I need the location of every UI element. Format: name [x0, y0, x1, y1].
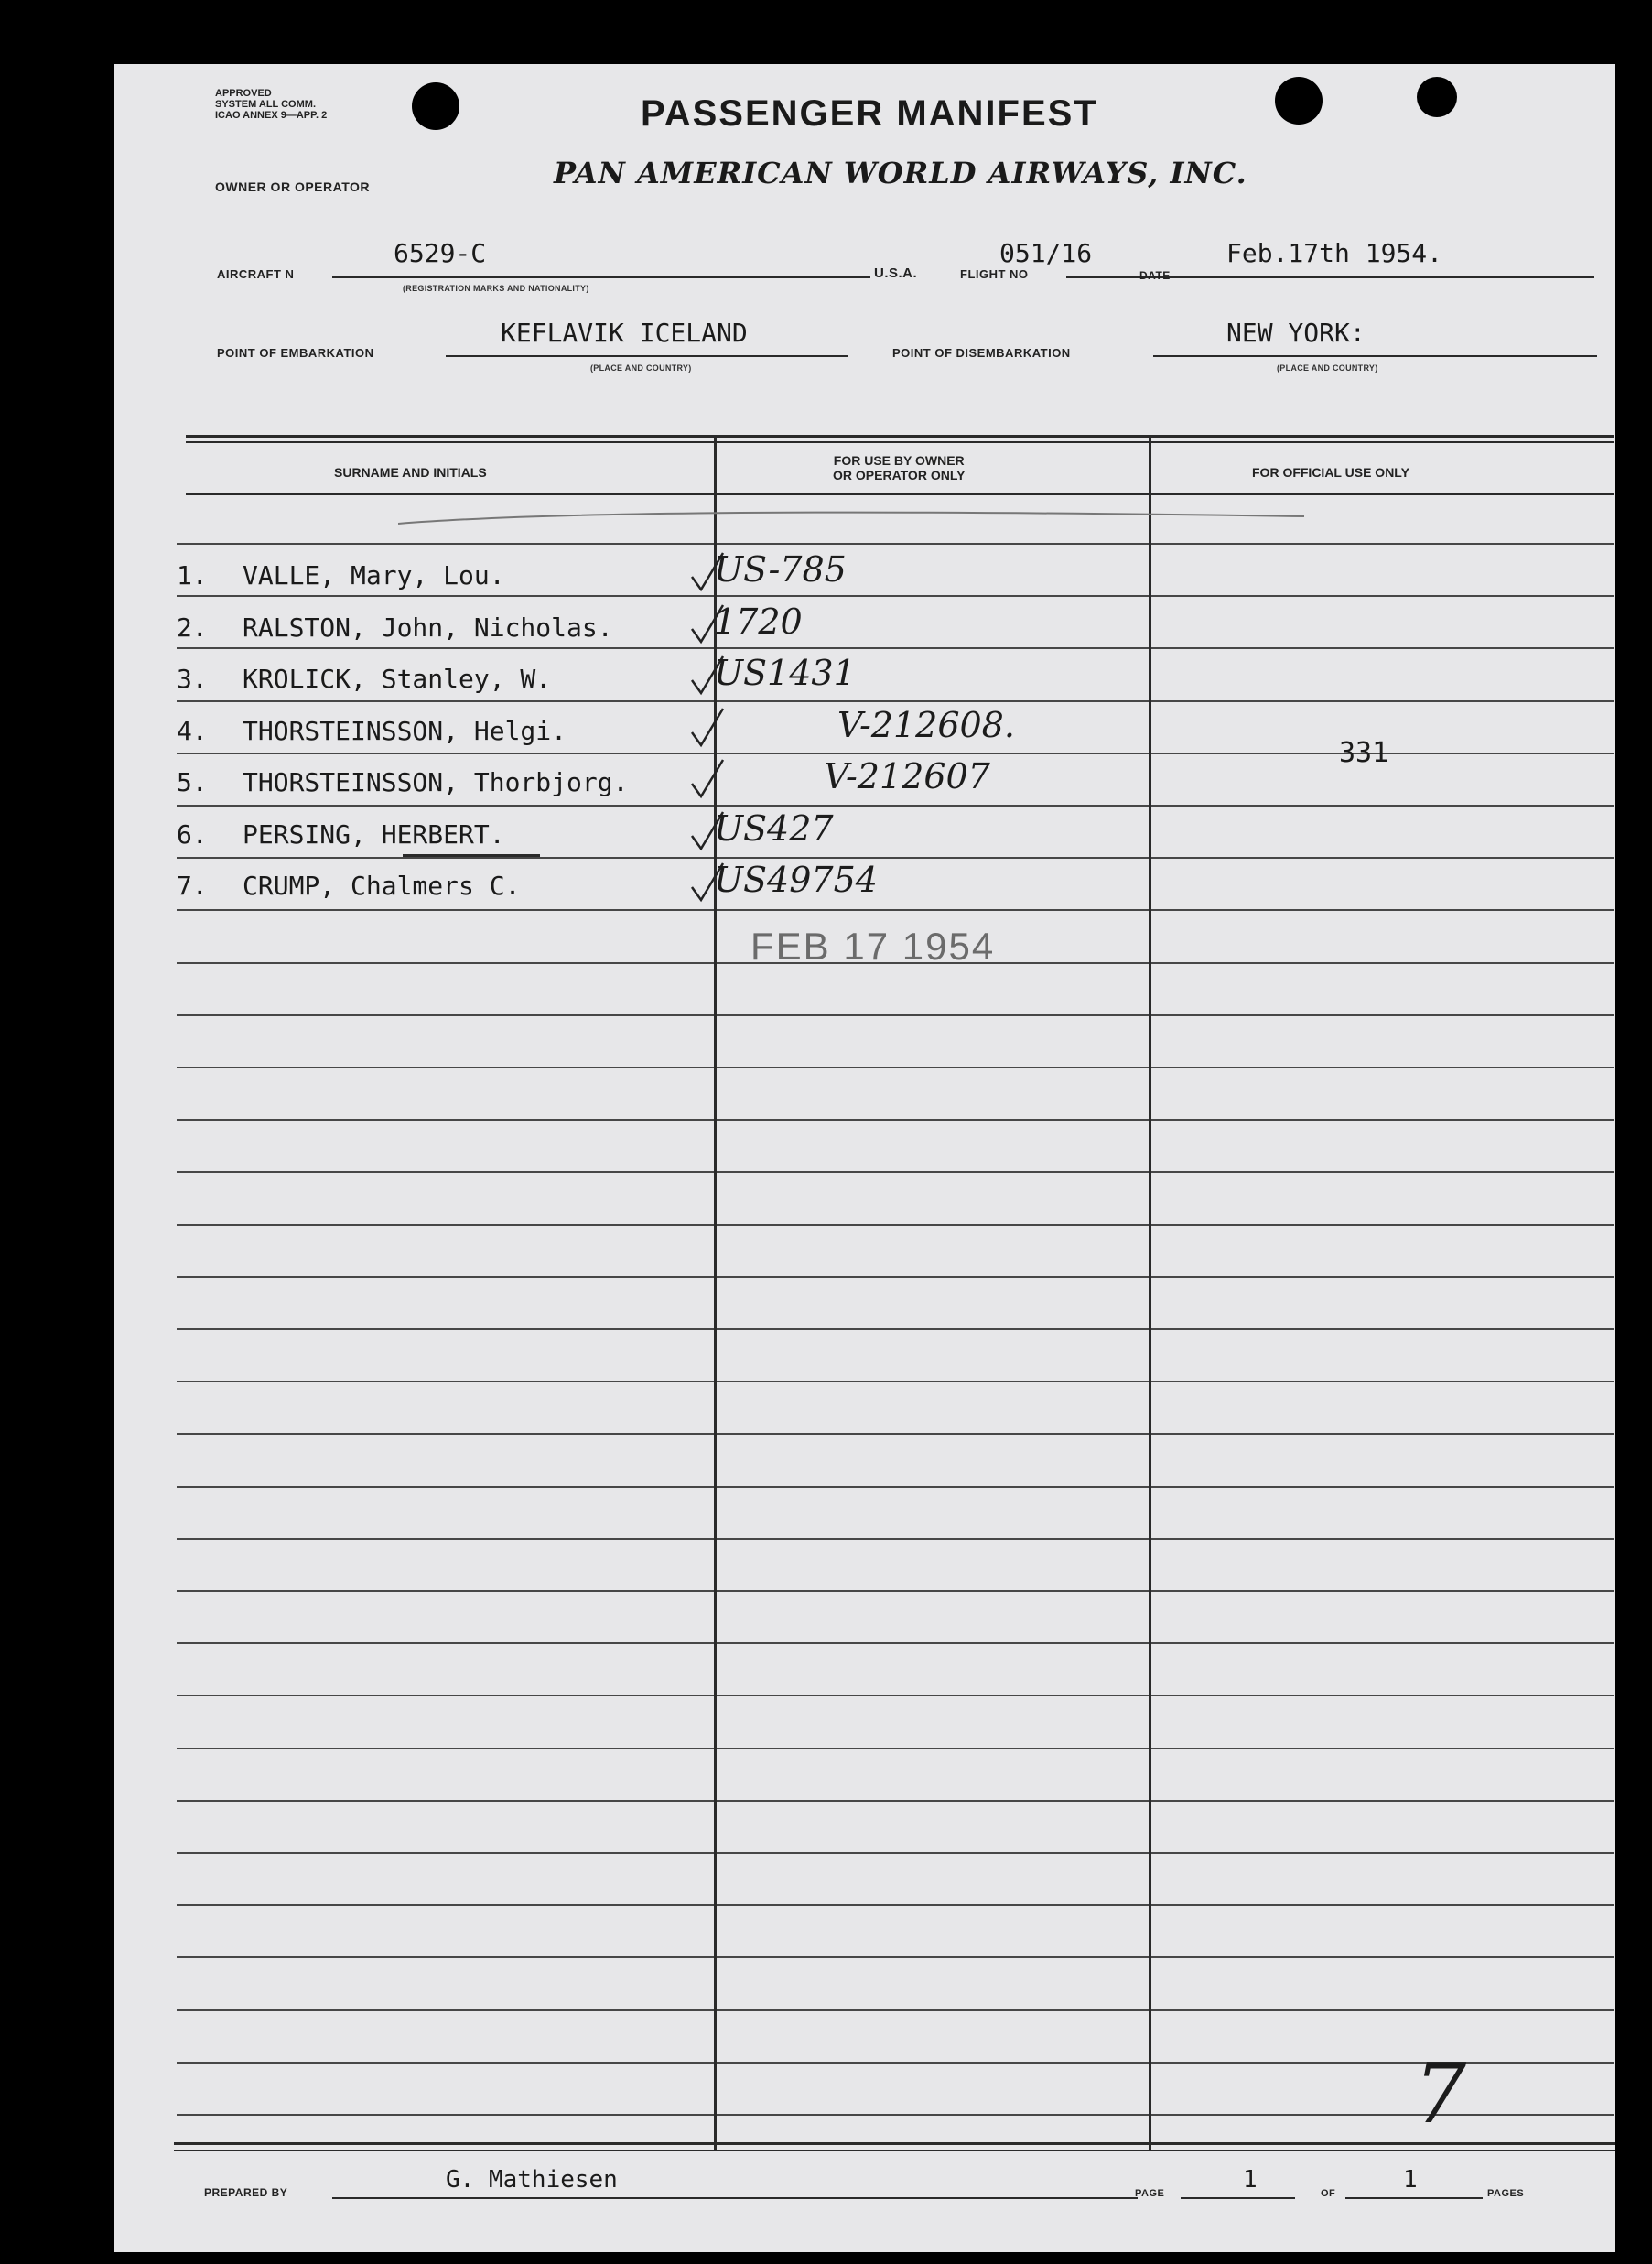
- airline-name: PAN AMERICAN WORLD AIRWAYS, INC.: [554, 156, 1247, 190]
- passenger-number: 6.: [177, 819, 208, 850]
- passenger-number: 3.: [177, 664, 208, 694]
- ruled-line: [177, 1119, 1614, 1121]
- col-header-surname: SURNAME AND INITIALS: [334, 465, 487, 480]
- passenger-name: VALLE, Mary, Lou.: [243, 560, 505, 590]
- ruled-line: [177, 1067, 1614, 1068]
- prepared-underline: [332, 2197, 1138, 2199]
- owner-note: 1720: [714, 601, 803, 642]
- ruled-line: [177, 1014, 1614, 1016]
- name-underline: [403, 854, 540, 857]
- ruled-line: [177, 1486, 1614, 1488]
- col-header-owner: [833, 453, 965, 482]
- ruled-line: [177, 2062, 1614, 2064]
- col-header-owner-line1: FOR USE BY OWNER: [833, 453, 965, 468]
- col-header-official: FOR OFFICIAL USE ONLY: [1252, 465, 1409, 480]
- passenger-name: KROLICK, Stanley, W.: [243, 664, 552, 694]
- ruled-line: [177, 1800, 1614, 1802]
- passenger-number: 5.: [177, 767, 208, 797]
- aircraft-label: AIRCRAFT N: [217, 267, 295, 281]
- ruled-line: [177, 1381, 1614, 1382]
- prepared-label: PREPARED BY: [204, 2186, 288, 2199]
- of-value: 1: [1403, 2166, 1418, 2194]
- passenger-row: [114, 756, 1615, 809]
- ruled-line: [177, 1956, 1614, 1958]
- ruled-line: [177, 543, 1614, 545]
- approval-line: ICAO ANNEX 9—APP. 2: [215, 110, 328, 121]
- check-mark-icon: [686, 756, 732, 802]
- owner-note: US-785: [714, 549, 847, 590]
- embark-underline: [446, 355, 848, 357]
- of-label: OF: [1321, 2188, 1336, 2199]
- punch-hole-left: [412, 82, 459, 130]
- embark-caption: (PLACE AND COUNTRY): [590, 363, 692, 373]
- passenger-row: [114, 808, 1615, 861]
- flight-value: 051/16: [999, 238, 1093, 268]
- official-note: 331: [1339, 737, 1389, 769]
- check-mark-icon: [686, 705, 732, 751]
- received-stamp: FEB 17 1954: [750, 925, 996, 968]
- ruled-line: [177, 2114, 1614, 2116]
- passenger-row: [114, 653, 1615, 706]
- punch-hole-right: [1275, 77, 1323, 125]
- date-label: DATE: [1139, 269, 1171, 282]
- approval-block: [215, 88, 327, 121]
- form-title: PASSENGER MANIFEST: [641, 93, 1098, 134]
- passenger-number: 7.: [177, 871, 208, 901]
- passenger-name: THORSTEINSSON, Helgi.: [243, 716, 567, 746]
- embark-label: POINT OF EMBARKATION: [217, 346, 374, 360]
- page-label: PAGE: [1135, 2188, 1165, 2199]
- owner-note: US427: [714, 808, 834, 849]
- passenger-name: CRUMP, Chalmers C.: [243, 871, 521, 901]
- pages-label: PAGES: [1487, 2188, 1525, 2199]
- registration-caption: (REGISTRATION MARKS AND NATIONALITY): [403, 284, 589, 293]
- ruled-line: [177, 1224, 1614, 1226]
- table-top-rule-2: [186, 441, 1614, 443]
- ruled-line: [177, 1695, 1614, 1696]
- table-bottom-rule-2: [174, 2150, 1615, 2151]
- disembark-label: POINT OF DISEMBARKATION: [892, 346, 1071, 360]
- flight-label: FLIGHT NO: [960, 267, 1029, 281]
- ruled-line: [177, 1433, 1614, 1435]
- aircraft-value: 6529-C: [394, 238, 487, 268]
- passenger-number: 2.: [177, 612, 208, 643]
- disembark-underline: [1153, 355, 1597, 357]
- owner-note: V-212607: [824, 756, 990, 796]
- table-top-rule: [186, 435, 1614, 438]
- passenger-row: [114, 705, 1615, 758]
- passenger-name: THORSTEINSSON, Thorbjorg.: [243, 767, 629, 797]
- disembark-value: NEW YORK:: [1226, 318, 1366, 348]
- passenger-row: [114, 601, 1615, 655]
- ruled-line: [177, 1904, 1614, 1906]
- owner-note: US49754: [714, 860, 878, 900]
- ruled-line: [177, 1538, 1614, 1540]
- total-count: 7: [1414, 2046, 1467, 2142]
- approval-line: SYSTEM ALL COMM.: [215, 99, 316, 110]
- approval-line: APPROVED: [215, 88, 272, 99]
- owner-note: V-212608.: [837, 705, 1015, 745]
- passenger-number: 1.: [177, 560, 208, 590]
- embark-value: KEFLAVIK ICELAND: [501, 318, 748, 348]
- page-underline: [1181, 2197, 1295, 2199]
- of-underline: [1345, 2197, 1483, 2199]
- owner-note: US1431: [714, 653, 856, 693]
- ruled-line: [177, 1328, 1614, 1330]
- ruled-line: [177, 1642, 1614, 1644]
- ruled-line: [177, 1590, 1614, 1592]
- passenger-name: PERSING, HERBERT.: [243, 819, 505, 850]
- owner-label: OWNER OR OPERATOR: [215, 179, 370, 194]
- punch-hole-corner: [1417, 77, 1457, 117]
- disembark-caption: (PLACE AND COUNTRY): [1277, 363, 1378, 373]
- passenger-name: RALSTON, John, Nicholas.: [243, 612, 613, 643]
- ruled-line: [177, 2009, 1614, 2011]
- date-value: Feb.17th 1954.: [1226, 238, 1443, 268]
- aircraft-underline: [332, 276, 870, 278]
- nationality-label: U.S.A.: [874, 265, 918, 281]
- prepared-value: G. Mathiesen: [446, 2166, 618, 2194]
- date-underline: [1190, 276, 1594, 278]
- table-bottom-rule: [174, 2142, 1615, 2145]
- header-bottom-rule: [186, 493, 1614, 495]
- col-header-owner-line2: OR OPERATOR ONLY: [833, 468, 966, 482]
- ruled-line: [177, 1748, 1614, 1749]
- passenger-number: 4.: [177, 716, 208, 746]
- ruled-line: [177, 1276, 1614, 1278]
- passenger-row: [114, 860, 1615, 913]
- passenger-row: [114, 549, 1615, 602]
- page-value: 1: [1243, 2166, 1258, 2194]
- ruled-line: [177, 1171, 1614, 1173]
- manifest-page: [114, 64, 1615, 2252]
- ruled-line: [177, 1852, 1614, 1854]
- header-pencil-stroke: [398, 504, 1313, 540]
